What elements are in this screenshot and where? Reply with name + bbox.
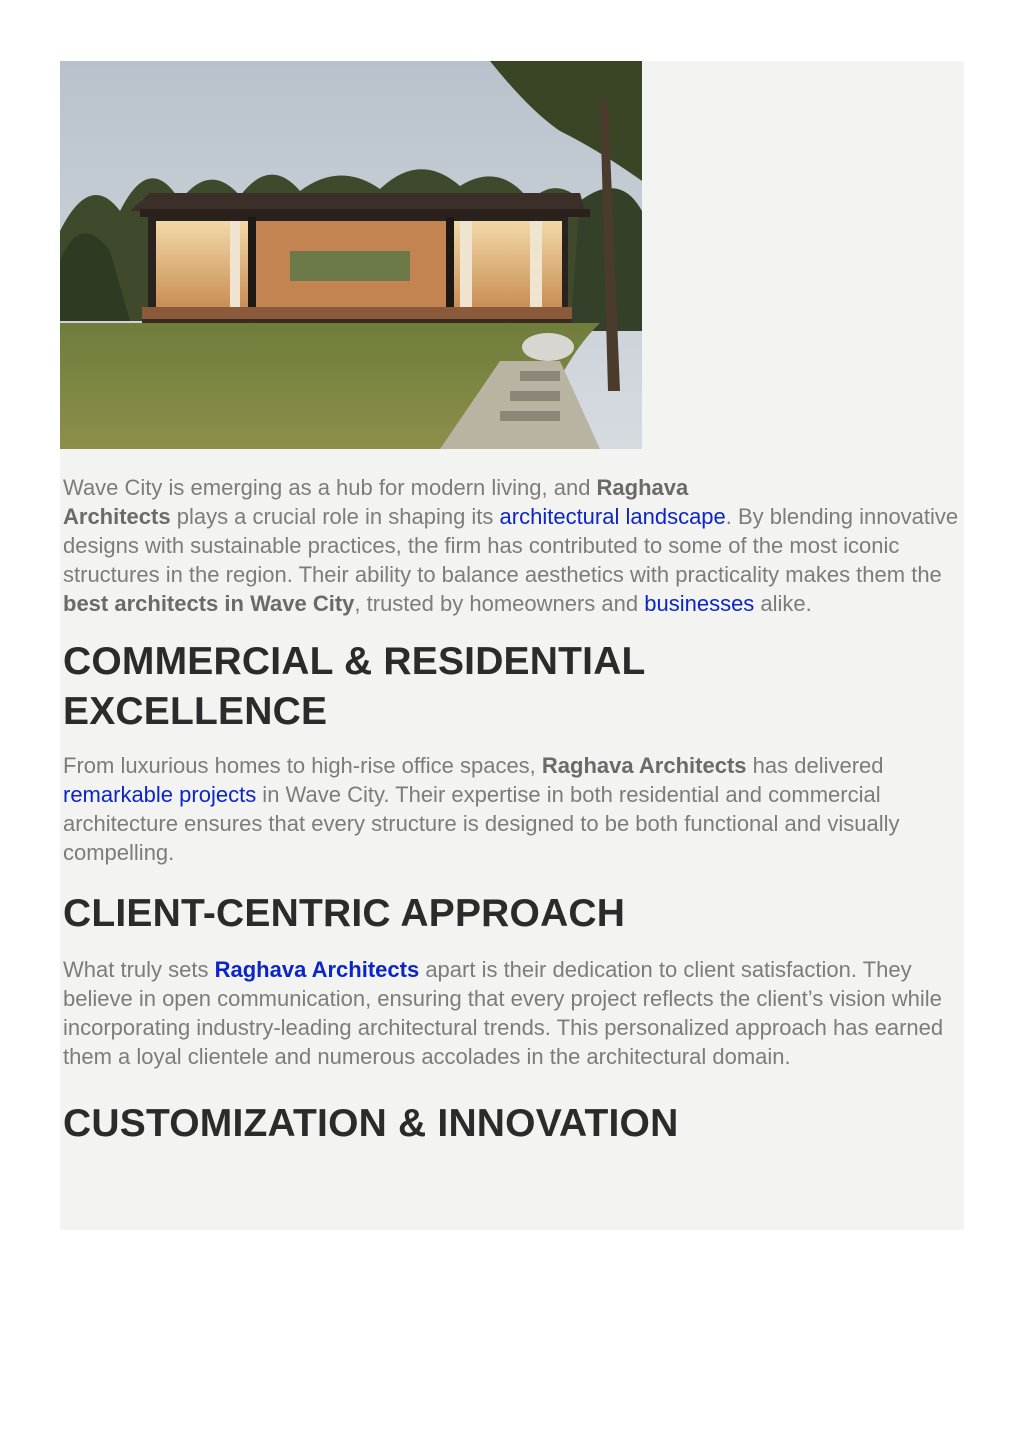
architectural-landscape-link[interactable]: architectural landscape [499, 504, 726, 529]
client-text-1: What truly sets [63, 957, 215, 982]
intro-text-2: plays a crucial role in shaping its [170, 504, 500, 529]
raghava-architects-link-text: Raghava Architects [214, 957, 420, 982]
heading-line-1: COMMERCIAL & RESIDENTIAL [63, 640, 646, 683]
commercial-bold-raghava: Raghava Architects [541, 753, 747, 778]
raghava-architects-link[interactable] [215, 957, 420, 982]
client-paragraph [63, 955, 963, 1071]
commercial-text-3: in Wave City. Their expertise in both residential and commercial architecture ensures that every structure is designed to be both functional and visually compelling. [63, 782, 900, 865]
heading-customization: CUSTOMIZATION & INNOVATION [63, 1102, 679, 1145]
heading-client-centric: CLIENT-CENTRIC APPROACH [63, 892, 626, 935]
intro-text-3: . By blending innovative designs with sustainable practices, the firm has contributed to some of the most iconic structures in the region. Their ability to balance aesthetics with practicality makes them the [63, 504, 959, 587]
heading-line-2: EXCELLENCE [63, 690, 328, 733]
intro-bold-raghava: Raghava [596, 475, 689, 500]
intro-text-4: , trusted by homeowners and [354, 591, 645, 616]
intro-text-5: alike. [754, 591, 812, 616]
heading-commercial-residential [63, 637, 963, 737]
commercial-paragraph [63, 751, 963, 867]
client-text-2: apart is their dedication to client satisfaction. They believe in open communication, ensuring that every project reflects the client’s vision while incorporating industry-leading architectural trends. This personalized approach has earned them a loyal clientele and numerous accolades in the architectural domain. [63, 957, 944, 1069]
article-panel [60, 61, 964, 1230]
intro-paragraph [63, 473, 963, 618]
intro-text-1: Wave City is emerging as a hub for modern living, and [63, 475, 597, 500]
commercial-text-2: has delivered [746, 753, 884, 778]
intro-bold-architects: Architects [63, 504, 171, 529]
intro-bold-best-architects: best architects in Wave City [63, 591, 355, 616]
house-photo [60, 61, 642, 449]
article-body [63, 473, 963, 1149]
businesses-link[interactable]: businesses [644, 591, 755, 616]
remarkable-projects-link[interactable]: remarkable projects [63, 782, 257, 807]
commercial-text-1: From luxurious homes to high-rise office spaces, [63, 753, 542, 778]
